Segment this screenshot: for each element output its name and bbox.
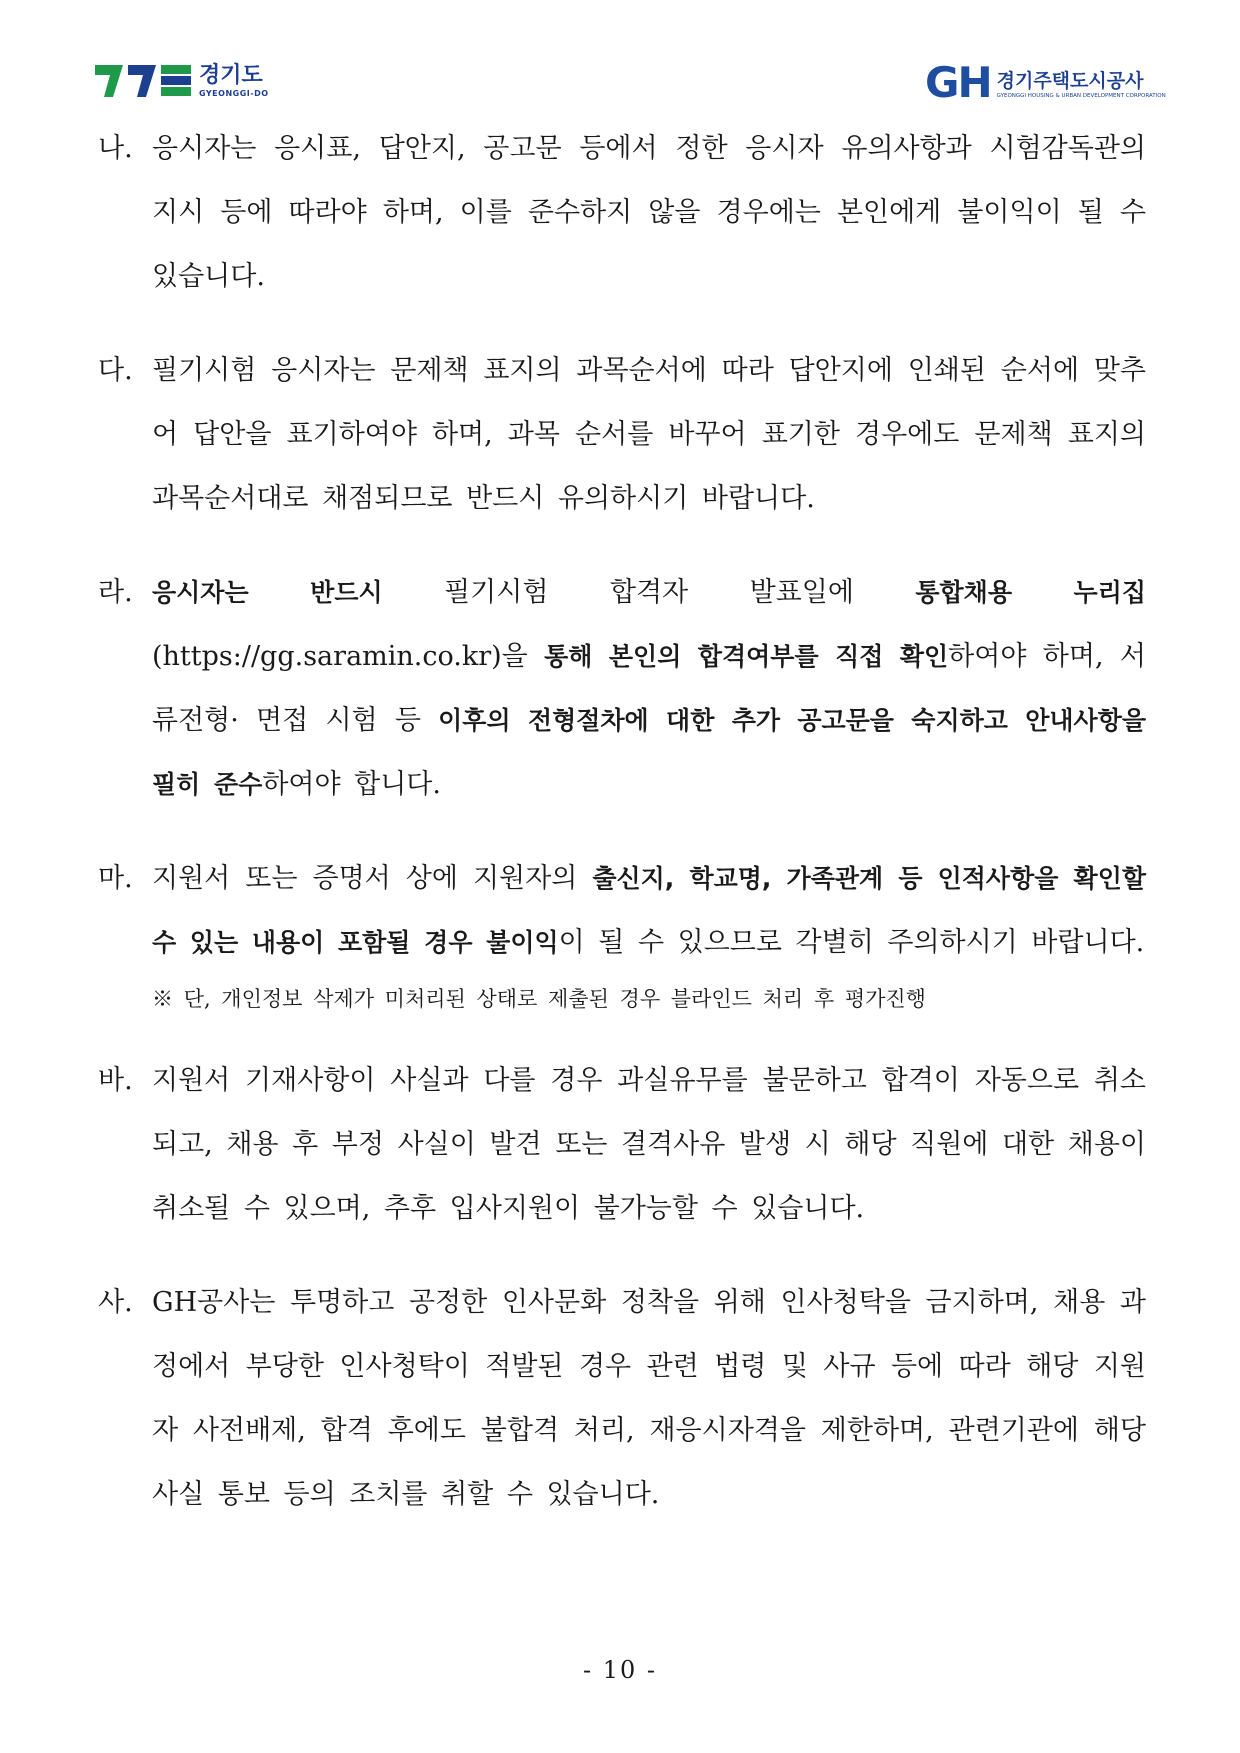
body-text: 하여야 합니다. — [262, 769, 441, 800]
body-text: (https://gg.saramin.co.kr)을 — [152, 641, 545, 672]
item-marker: 나. — [98, 133, 133, 164]
item-marker: 다. — [98, 355, 133, 386]
notice-list — [98, 117, 1146, 1557]
gh-corp-name: 경기주택도시공사 — [996, 70, 1144, 93]
item-text — [152, 1271, 1146, 1527]
emphasis-text: 이후의 전형절차에 대한 추가 공고문을 숙지하고 안내사항을 필히 준수 — [152, 706, 1146, 799]
notice-item — [98, 561, 1146, 817]
item-text — [152, 1049, 1146, 1241]
item-text — [152, 847, 1146, 975]
gh-corp-subtitle: GYEONGGI HOUSING & URBAN DEVELOPMENT CORPORATION — [996, 93, 1166, 100]
body-text: 지원서 기재사항이 사실과 다를 경우 과실유무를 불문하고 합격이 자동으로 취소되고, 채용 후 부정 사실이 발견 또는 결격사유 발생 시 해당 직원에 대한 채용이 취소될 수 있으며, 추후 입사지원이 불가능할 수 있습니다. — [152, 1065, 1146, 1224]
gyeonggi-do-emblem-icon — [95, 62, 191, 100]
item-text — [152, 117, 1146, 309]
gh-mark: GH — [925, 58, 991, 107]
gyeonggi-do-name: 경기도 — [199, 62, 263, 88]
item-note: ※ 단, 개인정보 삭제가 미처리된 상태로 제출된 경우 블라인드 처리 후 평가진행 — [152, 987, 926, 1011]
body-text: 필기시험 응시자는 문제책 표지의 과목순서에 따라 답안지에 인쇄된 순서에 맞추어 답안을 표기하여야 하며, 과목 순서를 바꾸어 표기한 경우에도 문제책 표지의 과목순서대로 채점되므로 반드시 유의하시기 바랍니다. — [152, 355, 1146, 514]
item-marker: 라. — [98, 577, 133, 608]
notice-item — [98, 339, 1146, 531]
body-text: 이 될 수 있으므로 각별히 주의하시기 바랍니다. — [558, 927, 1145, 958]
gyeonggi-do-subtitle: GYEONGGI-DO — [199, 88, 269, 98]
body-text: 응시자는 응시표, 답안지, 공고문 등에서 정한 응시자 유의사항과 시험감독관의 지시 등에 따라야 하며, 이를 준수하지 않을 경우에는 본인에게 불이익이 될 수 있습니다. — [152, 133, 1146, 292]
emphasis-text: 응시자는 반드시 — [152, 578, 383, 607]
notice-item — [98, 117, 1146, 309]
body-text: 하여야 하며, 서류전형· 면접 시험 등 — [152, 641, 1146, 736]
notice-item — [98, 1049, 1146, 1241]
item-marker: 마. — [98, 863, 133, 894]
body-text: GH공사는 투명하고 공정한 인사문화 정착을 위해 인사청탁을 금지하며, 채용 과정에서 부당한 인사청탁이 적발된 경우 관련 법령 및 사규 등에 따라 해당 지원자 사전배제, 합격 후에도 불합격 처리, 재응시자격을 제한하며, 관련기관에 해당 사실 통보 등의 조치를 취할 수 있습니다. — [152, 1287, 1146, 1510]
page-number: - 10 - — [582, 1656, 657, 1684]
item-marker: 바. — [98, 1065, 133, 1096]
gh-corp-logo — [925, 58, 1166, 107]
notice-item — [98, 847, 1146, 1019]
item-marker: 사. — [98, 1287, 133, 1318]
emphasis-text: 출신지, 학교명, 가족관계 등 인적사항을 확인할 수 있는 내용이 포함될 경우 불이익 — [152, 864, 1146, 957]
emphasis-text: 통합채용 누리집 — [915, 578, 1147, 607]
item-text — [152, 339, 1146, 531]
notice-item — [98, 1271, 1146, 1527]
body-text: 지원서 또는 증명서 상에 지원자의 — [152, 863, 593, 894]
body-text: 필기시험 합격자 발표일에 — [382, 577, 916, 608]
gyeonggi-do-logo — [95, 62, 269, 100]
item-text — [152, 561, 1146, 817]
emphasis-text: 통해 본인의 합격여부를 직접 확인 — [544, 642, 949, 671]
